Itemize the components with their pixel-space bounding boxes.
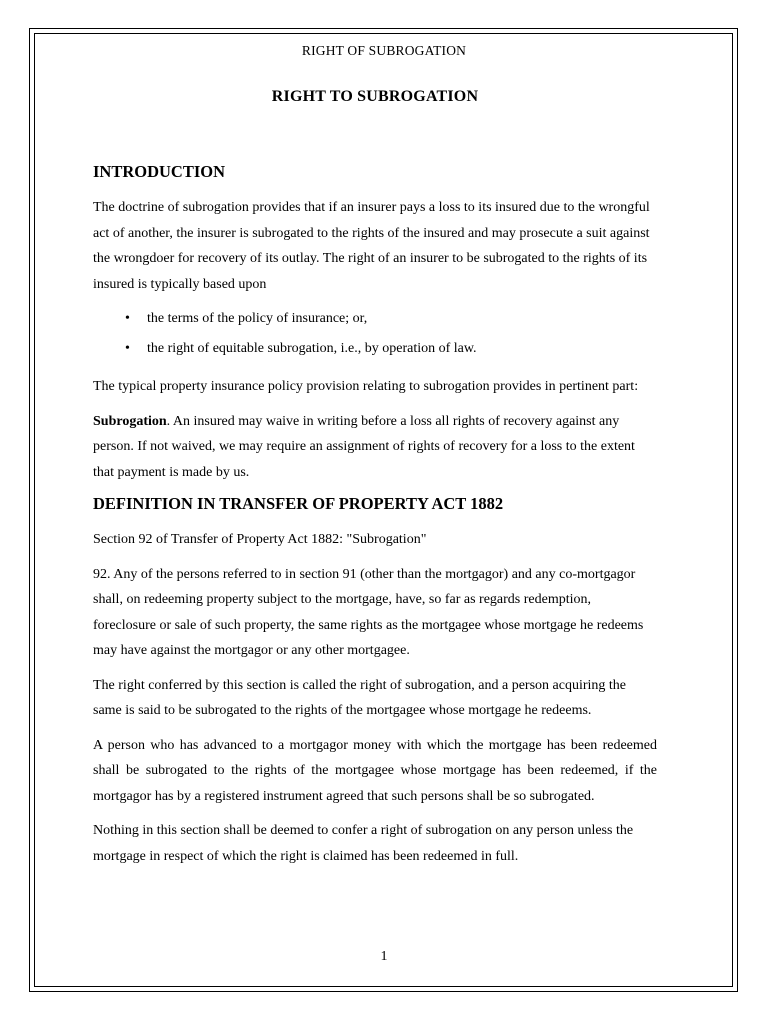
- document-title: RIGHT TO SUBROGATION: [271, 88, 479, 105]
- page-number: 1: [380, 949, 388, 964]
- section-heading-introduction: INTRODUCTION: [93, 162, 226, 181]
- definition-paragraph-1: Section 92 of Transfer of Property Act 1882: "Subrogation": [93, 532, 427, 547]
- intro-bullet-list: [93, 306, 657, 362]
- subrogation-term: Subrogation: [93, 413, 167, 429]
- list-item: [93, 336, 657, 362]
- intro-paragraph-1: The doctrine of subrogation provides that if an insurer pays a loss to its insured due to the wrongful act of another, the insurer is subrogated to the rights of the insured and may prosecute a suit against the wrongdoer for recovery of its outlay. The right of an insurer to be subrogated to the rights of its insured is typically based upon: [93, 200, 650, 292]
- definition-paragraph-3: The right conferred by this section is called the right of subrogation, and a person acquiring the same is said to be subrogated to the rights of the mortgagee whose mortgage he redeems.: [93, 677, 627, 718]
- subrogation-clause-text: . An insured may waive in writing before a loss all rights of recovery against any person. If not waived, we may require an assignment of rights of recovery for a loss to the extent that payment is made by us.: [93, 413, 635, 480]
- definition-paragraph-5: Nothing in this section shall be deemed to confer a right of subrogation on any person unless the mortgage in respect of which the right is claimed has been redeemed in full.: [93, 823, 634, 864]
- list-item-text: the right of equitable subrogation, i.e., by operation of law.: [147, 341, 477, 356]
- list-item: [93, 306, 657, 332]
- section-heading-definition: DEFINITION IN TRANSFER OF PROPERTY ACT 1882: [93, 494, 504, 513]
- intro-paragraph-2: The typical property insurance policy provision relating to subrogation provides in pertinent part:: [93, 379, 639, 394]
- definition-paragraph-2: 92. Any of the persons referred to in section 91 (other than the mortgagor) and any co-mortgagor shall, on redeeming property subject to the mortgage, have, so far as regards redemption, foreclosure or sale of such property, the same rights as the mortgagee whose mortgage he redeems may have against the mortgagor or any other mortgagee.: [93, 566, 644, 658]
- bullet-icon: •: [125, 341, 130, 356]
- definition-paragraph-4: A person who has advanced to a mortgagor money with which the mortgage has been redeemed shall be subrogated to the rights of the mortgagee whose mortgage has been redeemed, if the mortgagor has by a registered instrument agreed that such persons shall be so subrogated.: [93, 737, 657, 804]
- bullet-icon: •: [125, 311, 130, 326]
- intro-paragraph-3: [93, 409, 657, 486]
- list-item-text: the terms of the policy of insurance; or,: [147, 311, 368, 326]
- document-body: [93, 88, 657, 878]
- running-header: RIGHT OF SUBROGATION: [301, 43, 467, 58]
